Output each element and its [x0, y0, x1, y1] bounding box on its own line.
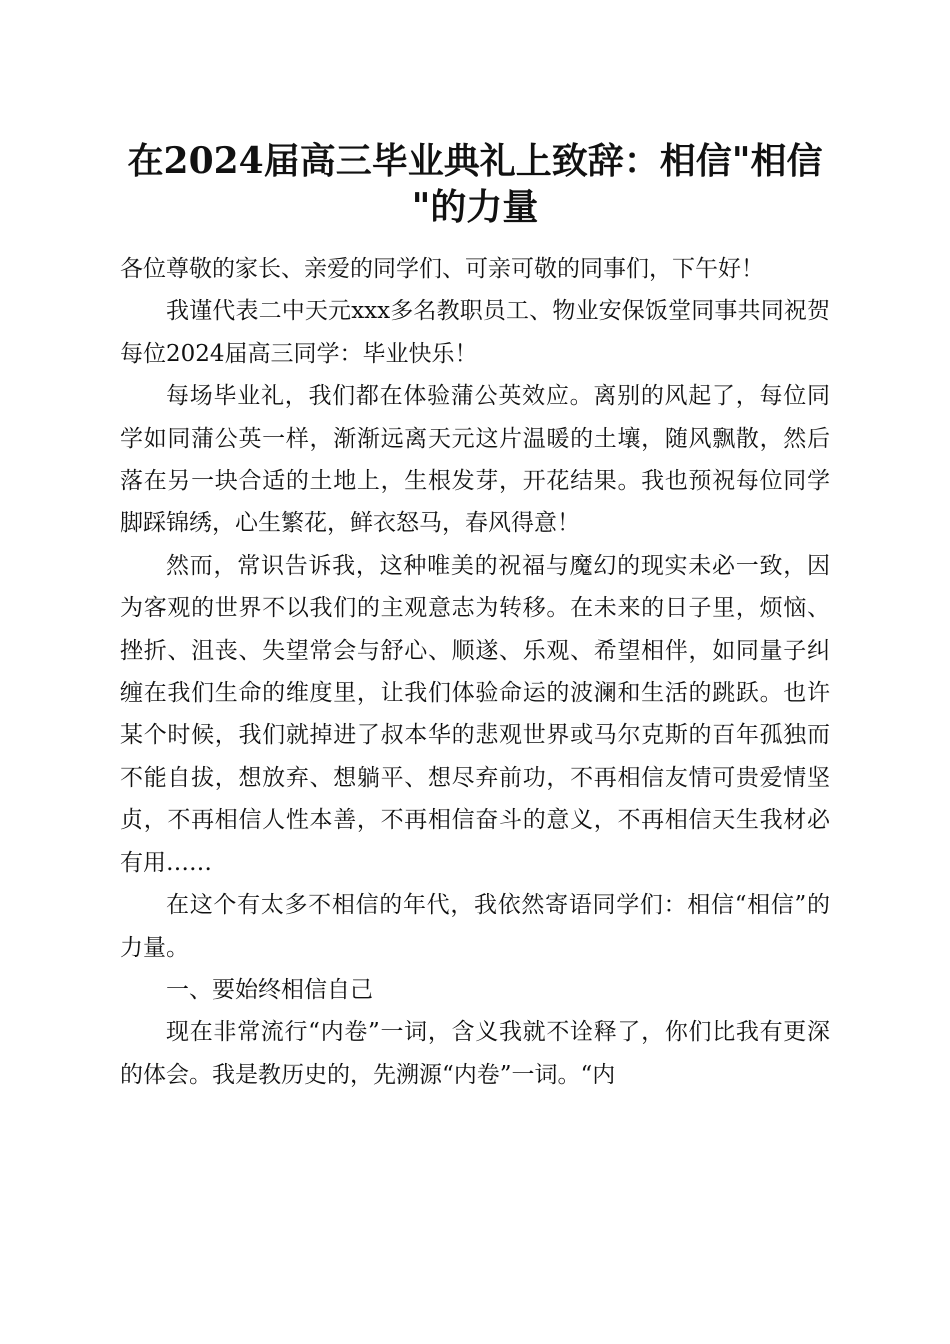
title-line-1: 在2024届高三毕业典礼上致辞：相信"相信	[127, 140, 823, 182]
document-body	[120, 248, 830, 1096]
section-heading: 一、要始终相信自己	[166, 976, 373, 1003]
congratulation-paragraph: 我谨代表二中天元xxx多名教职员工、物业安保饭堂同事共同祝贺每位2024届高三同学：毕业快乐！	[120, 298, 830, 367]
involution-paragraph: 现在非常流行“内卷”一词，含义我就不诠释了，你们比我有更深的体会。我是教历史的，先溯源“内卷”一词。“内	[120, 1019, 830, 1088]
reality-paragraph: 然而，常识告诉我，这种唯美的祝福与魔幻的现实未必一致，因为客观的世界不以我们的主观意志为转移。在未来的日子里，烦恼、挫折、沮丧、失望常会与舒心、顺遂、乐观、希望相伴，如同量子纠缠在我们生命的维度里，让我们体验命运的波澜和生活的跳跃。也许某个时候，我们就掉进了叔本华的悲观世界或马尔克斯的百年孤独而不能自拔，想放弃、想躺平、想尽弃前功，不再相信友情可贵爱情坚贞，不再相信人性本善，不再相信奋斗的意义，不再相信天生我材必有用……	[120, 552, 830, 876]
belief-paragraph: 在这个有太多不相信的年代，我依然寄语同学们：相信“相信”的力量。	[120, 892, 830, 961]
dandelion-paragraph: 每场毕业礼，我们都在体验蒲公英效应。离别的风起了，每位同学如同蒲公英一样，渐渐远离天元这片温暖的土壤，随风飘散，然后落在另一块合适的土地上，生根发芽，开花结果。我也预祝每位同学脚踩锦绣，心生繁花，鲜衣怒马，春风得意！	[120, 383, 830, 537]
greeting-paragraph: 各位尊敬的家长、亲爱的同学们、可亲可敬的同事们，下午好！	[120, 256, 764, 282]
title-line-2: "的力量	[411, 186, 539, 228]
document-title	[120, 138, 830, 230]
